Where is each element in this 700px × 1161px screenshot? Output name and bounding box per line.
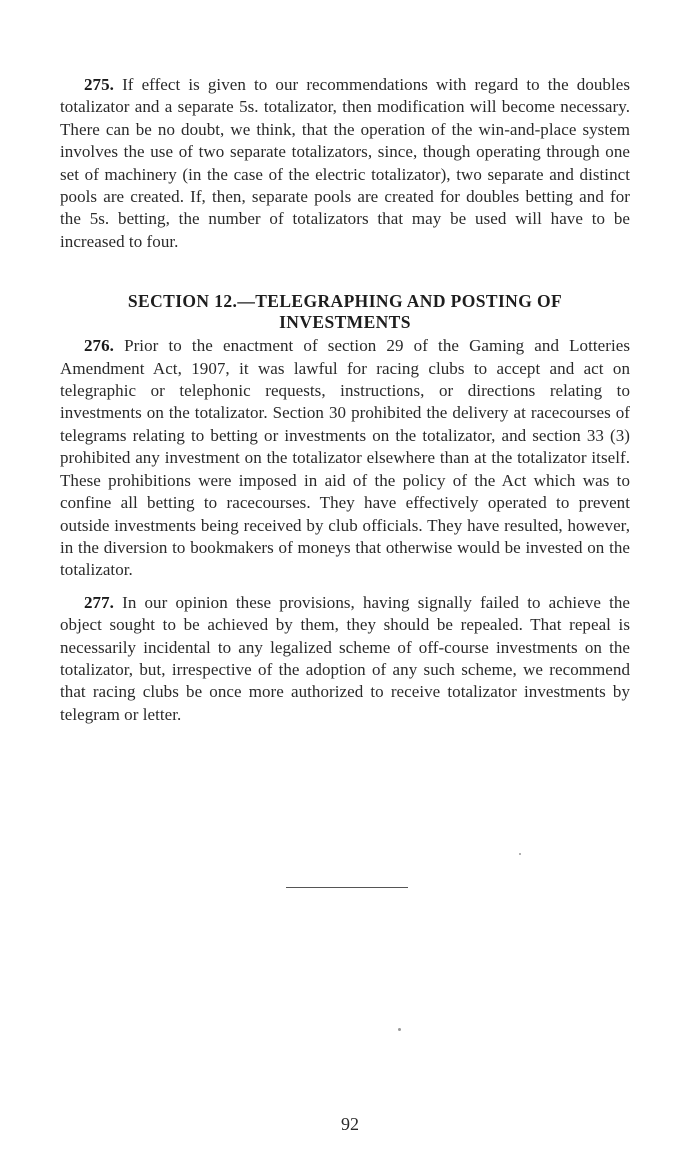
paragraph-277 [60, 592, 630, 726]
paragraph-text: In our opinion these provisions, having signally failed to achieve the object sought to be achieved by them, they should be repealed. That repeal is necessarily incidental to any legalized scheme of off-course investments on the totalizator, but, irrespective of the adoption of any such scheme, we recommend that racing clubs be once more authorized to receive totalizator investments by telegram or letter. [60, 592, 630, 724]
section-heading [60, 291, 630, 333]
section-heading-line2: INVESTMENTS [279, 312, 411, 333]
paragraph-text: If effect is given to our recommendations with regard to the doubles totalizator and a separate 5s. totalizator, then modification will become necessary. There can be no doubt, we think, that the operation of the win-and-place system involves the use of two separate totalizators, since, though operating through one set of machinery (in the case of the electric totalizator), two separate and distinct pools are created. If, then, separate pools are created for doubles betting and for the 5s. betting, the number of totalizators that may be used will have to be increased to four. [60, 75, 631, 251]
paragraph-number: 277. [84, 592, 114, 612]
paragraph-text: Prior to the enactment of section 29 of the Gaming and Lotteries Amendment Act, 1907, it was lawful for racing clubs to accept and act on telegraphic or telephonic requests, instructions, or directions relating to investments on the totalizator. Section 30 prohibited the delivery at racecourses of telegrams relating to betting or investments on the totalizator, and section 33 (3) prohibited any investment on the totalizator elsewhere than at the totalizator itself. These prohibitions were imposed in aid of the policy of the Act which was to confine all betting to racecourses. They have effectively operated to prevent outside investments being received by club officials. They have resulted, however, in the diversion to bookmakers of moneys that otherwise would be invested on the totalizator. [60, 336, 630, 580]
page-body [60, 74, 630, 726]
paragraph-number: 276. [84, 336, 114, 356]
paragraph-276 [60, 335, 630, 581]
page-number: 92 [341, 1114, 359, 1134]
section-heading-line1: SECTION 12.—TELEGRAPHING AND POSTING OF [127, 291, 563, 312]
end-rule-divider [286, 887, 408, 888]
paragraph-275 [60, 74, 630, 253]
scan-speck [398, 1028, 401, 1031]
scan-speck [519, 853, 521, 855]
paragraph-number: 275. [84, 75, 114, 94]
